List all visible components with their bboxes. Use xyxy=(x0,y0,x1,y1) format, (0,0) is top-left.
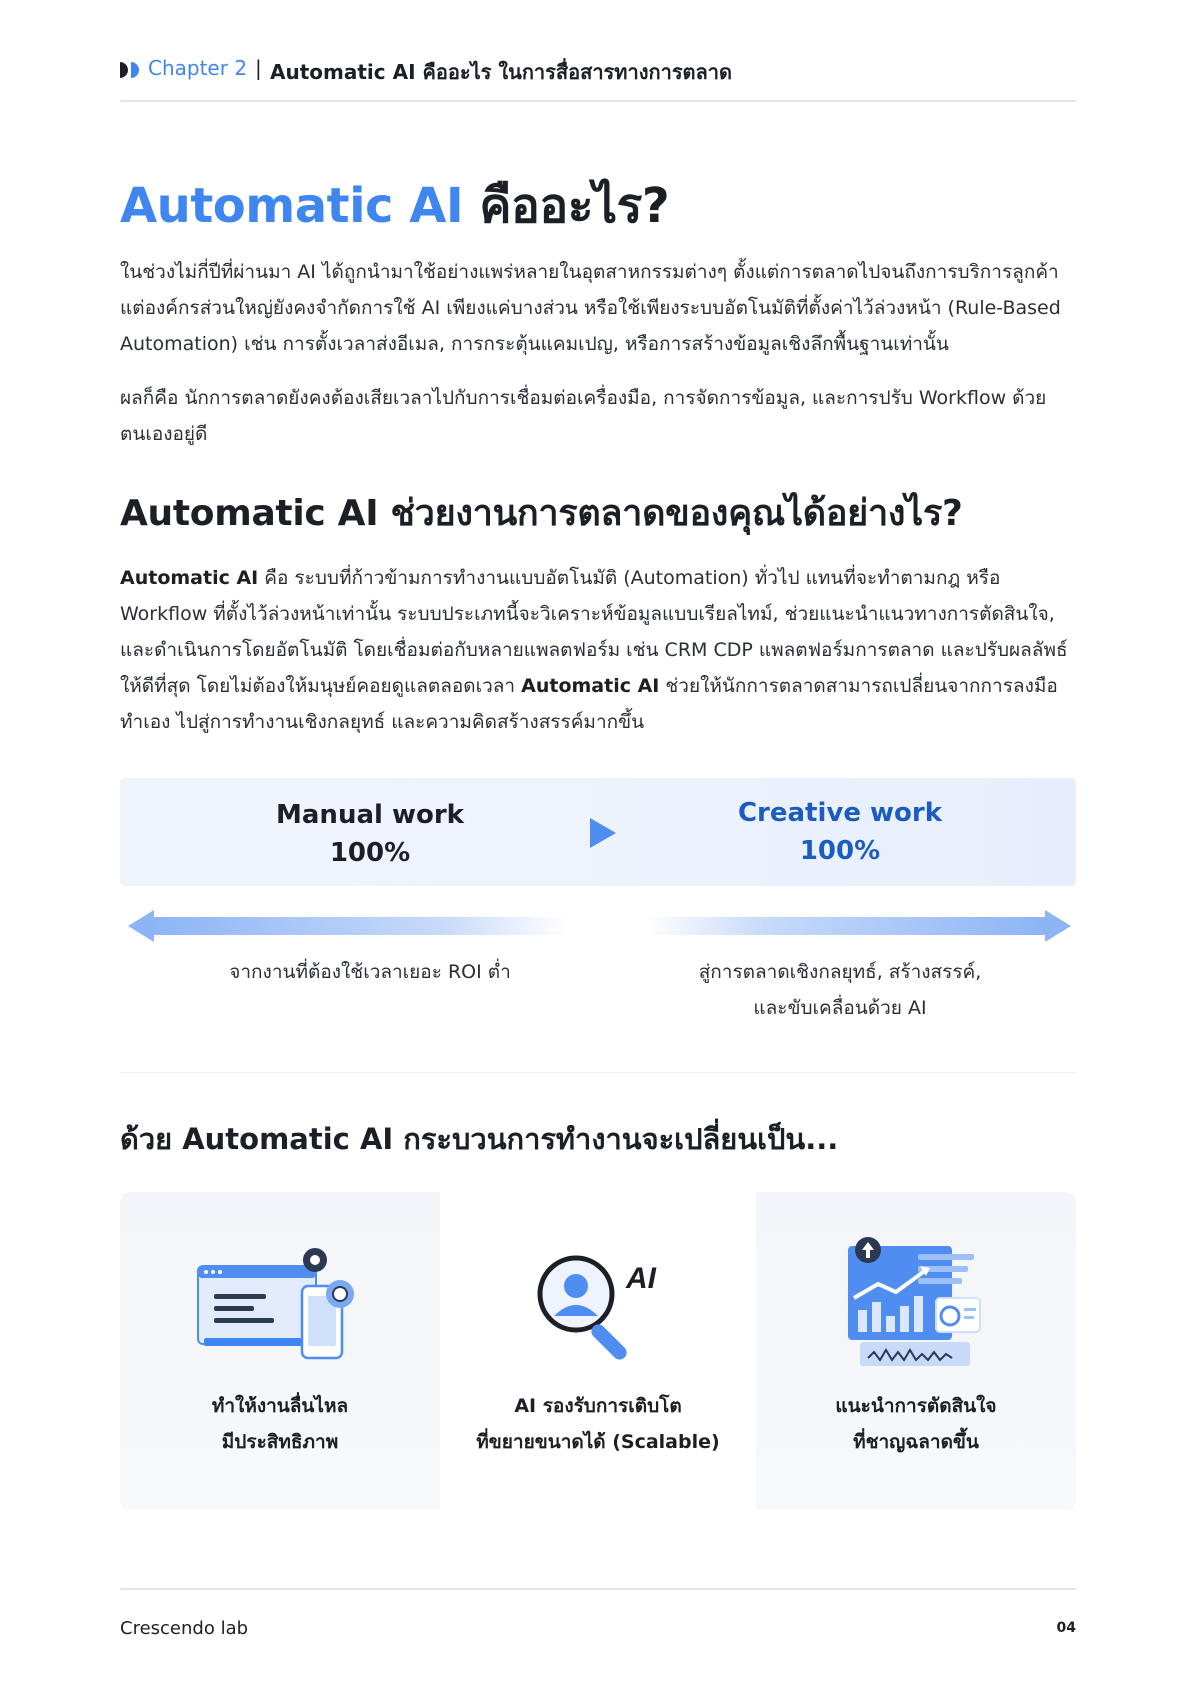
creative-work-block xyxy=(590,794,1090,870)
right-arrow-bar xyxy=(645,917,1045,935)
creative-work-caption xyxy=(590,954,1090,1026)
benefit-card-workflow xyxy=(120,1192,440,1510)
page-title-rest: คืออะไร? xyxy=(463,178,670,234)
analytics-dashboard-icon xyxy=(826,1236,1006,1372)
section-body-text-1: คือ ระบบที่ก้าวข้ามการทำงานแบบอัตโนมัติ (Automation) ทั่วไป แทนที่จะทำตามกฎ หรือ Workflow ที่ตั้งไว้ล่วงหน้าเท่านั้น ระบบประเภทนี้จะวิเคราะห์ข้อมูลแบบเรียลไทม์, ช่วยแนะนำแนวทางการตัดสินใจ, และดำเนินการโดยอัตโนมัติ โดยเชื่อมต่อกับหลายแพลตฟอร์ม เช่น CRM CDP แพลตฟอร์มการตลาด และปรับผลลัพธ์ ให้ดีที่สุด โดยไม่ต้องให้มนุษย์คอยดูแลตลอดเวลา xyxy=(120,567,1068,697)
benefit-text-scalable xyxy=(440,1388,756,1460)
benefit-cards xyxy=(120,1192,1076,1510)
section-body xyxy=(120,560,1080,740)
benefit-card-decision xyxy=(756,1192,1076,1510)
benefit-line-1: AI รองรับการเติบโต xyxy=(514,1395,682,1417)
footer-divider xyxy=(120,1588,1076,1590)
creative-work-caption-line-2: และขับเคลื่อนด้วย AI xyxy=(753,997,927,1019)
section-body-text-2: ช่วยให้นักการตลาดสามารถเปลี่ยนจากการลงมือทำเอง ไปสู่การทำงานเชิงกลยุทธ์ และความคิดสร้างสรรค์มากขึ้น xyxy=(120,675,1058,733)
chapter-label: Chapter 2 xyxy=(148,56,248,80)
section-body-lead-2: Automatic AI xyxy=(521,675,660,697)
footer-brand: Crescendo lab xyxy=(120,1618,249,1639)
page-number: 04 xyxy=(1056,1620,1076,1636)
right-arrow-icon xyxy=(1045,910,1071,942)
page-title xyxy=(120,168,669,244)
section-heading-change: ด้วย Automatic AI กระบวนการทำงานจะเปลี่ยนเป็น... xyxy=(120,1122,839,1156)
creative-work-title: Creative work xyxy=(737,798,943,828)
page-title-highlight: Automatic AI xyxy=(120,178,464,234)
benefit-text-decision xyxy=(756,1388,1076,1460)
benefit-line-2: ที่ขยายขนาดได้ (Scalable) xyxy=(476,1431,720,1453)
ai-badge: AI xyxy=(626,1262,656,1295)
chapter-marker-icon xyxy=(120,62,142,78)
creative-work-value: 100% xyxy=(799,836,881,866)
workflow-devices-icon xyxy=(190,1236,370,1372)
chapter-title: Automatic AI คืออะไร ในการสื่อสารทางการตลาด xyxy=(270,60,733,84)
left-arrow-icon xyxy=(128,910,154,942)
manual-work-title: Manual work xyxy=(276,800,464,830)
header-separator: | xyxy=(255,56,262,80)
intro-paragraph-1: ในช่วงไม่กี่ปีที่ผ่านมา AI ได้ถูกนำมาใช้อย่างแพร่หลายในอุตสาหกรรมต่างๆ ตั้งแต่การตลาดไปจนถึงการบริการลูกค้า แต่องค์กรส่วนใหญ่ยังคงจำกัดการใช้ AI เพียงแค่บางส่วน หรือใช้เพียงระบบอัตโนมัติที่ตั้งค่าไว้ล่วงหน้า (Rule-Based Automation) เช่น การตั้งเวลาส่งอีเมล, การกระตุ้นแคมเปญ, หรือการสร้างข้อมูลเชิงลึกพื้นฐานเท่านั้น xyxy=(120,261,1061,355)
manual-work-block xyxy=(120,796,620,872)
intro-paragraph-2: ผลก็คือ นักการตลาดยังคงต้องเสียเวลาไปกับการเชื่อมต่อเครื่องมือ, การจัดการข้อมูล, และการปรับ Workflow ด้วยตนเองอยู่ดี xyxy=(120,387,1047,445)
benefit-line-1: แนะนำการตัดสินใจ xyxy=(835,1395,997,1417)
benefit-line-2: มีประสิทธิภาพ xyxy=(221,1431,339,1453)
left-arrow-bar xyxy=(148,917,568,935)
benefit-card-scalable xyxy=(440,1192,756,1510)
section-heading-how: Automatic AI ช่วยงานการตลาดของคุณได้อย่างไร? xyxy=(120,493,963,534)
benefit-text-workflow xyxy=(120,1388,440,1460)
benefit-line-2: ที่ชาญฉลาดขึ้น xyxy=(853,1431,979,1453)
manual-work-value: 100% xyxy=(329,838,411,868)
manual-work-caption: จากงานที่ต้องใช้เวลาเยอะ ROI ต่ำ xyxy=(229,961,511,983)
benefit-line-1: ทำให้งานลื่นไหล xyxy=(211,1395,349,1417)
section-body-lead: Automatic AI xyxy=(120,567,259,589)
section-divider xyxy=(120,1072,1076,1073)
ai-search-icon xyxy=(508,1236,688,1372)
creative-work-caption-line-1: สู่การตลาดเชิงกลยุทธ์, สร้างสรรค์, xyxy=(698,961,982,983)
